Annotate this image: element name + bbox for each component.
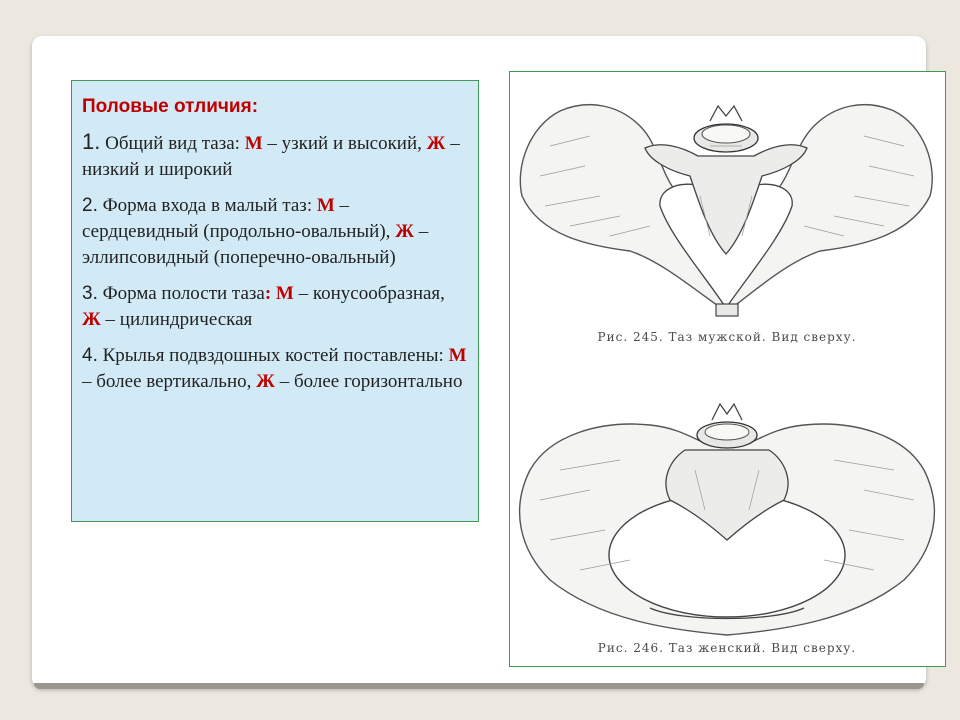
difference-number: 2. (82, 195, 98, 216)
sex-marker: М (448, 345, 467, 366)
pelvis-illustrations (509, 71, 946, 667)
difference-text: – сердцевидный (продольно-овальный), (82, 195, 396, 242)
sex-marker: М (316, 195, 335, 216)
slide-shadow (34, 683, 924, 689)
sex-marker: М (244, 133, 263, 154)
differences-list (82, 129, 468, 395)
female-pelvis-illustration (510, 390, 944, 660)
male-pelvis-illustration (510, 86, 944, 346)
difference-item (82, 281, 468, 333)
sex-marker: Ж (426, 133, 446, 154)
textbox-title: Половые отличия: (82, 96, 259, 117)
difference-text: – узкий и высокий, (262, 133, 427, 154)
difference-text: – конусообразная, (293, 283, 445, 304)
difference-item (82, 343, 468, 395)
female-pelvis-caption: Рис. 246. Таз женский. Вид сверху. (597, 641, 857, 655)
difference-item (82, 129, 468, 183)
difference-text: Крылья подвздошных костей поставлены: (97, 345, 449, 366)
male-pelvis-caption: Рис. 245. Таз мужской. Вид сверху. (597, 330, 857, 344)
difference-text: Общий вид таза: (100, 133, 245, 154)
difference-number: 3. (82, 283, 98, 304)
sex-marker: : М (264, 283, 294, 304)
difference-text: – более вертикально, (82, 371, 257, 392)
difference-number: 1. (82, 129, 101, 154)
difference-text: – более горизонтально (274, 371, 463, 392)
difference-text: – цилиндрическая (100, 309, 253, 330)
sex-marker: Ж (82, 309, 101, 330)
sex-differences-textbox (71, 80, 479, 522)
difference-text: Форма входа в малый таз: (97, 195, 317, 216)
difference-number: 4. (82, 345, 98, 366)
sex-marker: Ж (256, 371, 275, 392)
difference-text: – низкий и широкий (82, 133, 460, 180)
sex-marker: Ж (395, 221, 414, 242)
difference-item (82, 193, 468, 271)
difference-text: – эллипсовидный (поперечно-овальный) (82, 221, 429, 268)
difference-text: Форма полости таза (97, 283, 265, 304)
